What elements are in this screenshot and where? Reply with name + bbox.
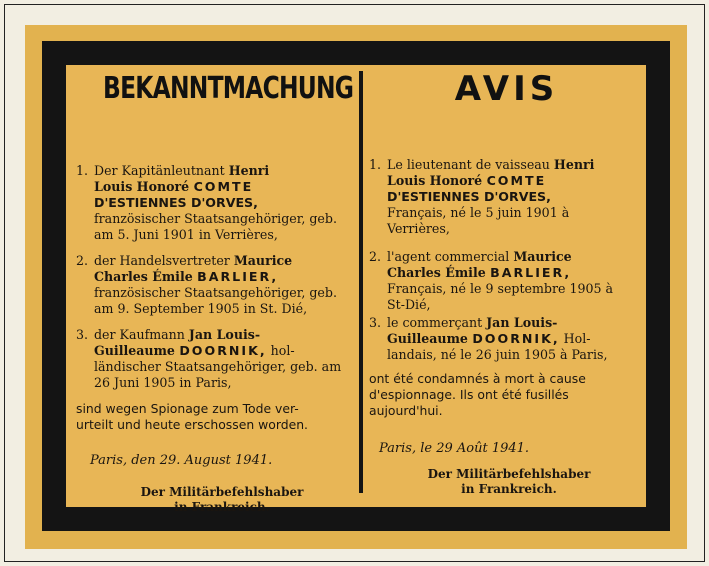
german-date: Paris, den 29. August 1941.	[90, 453, 273, 468]
text-panel: BEKANNTMACHUNG AVIS 1. Der Kapitänleutnant Henri Louis Honoré COMTE D'ESTIENNES D'ORVES, französischer Staatsangehöriger, geb. am 5. Juni 1901 in Verrières, 2. der Handelsvertreter Maurice Charles Émile BARLIER, französischer Staatsangehöriger, geb. am 9. September 1905 in St. Dié, 3. der Kaufmann Jan Louis- Guilleaume DOORNIK, hol- ländischer Staatsangehöriger, geb. am 26 Juni 1905 in Paris, sind wegen Spionage zum Tode ver- urteilt und heute erschossen worden. Paris, den 29. August 1941. Der Militärbefehlshaber in Frankreich. 1. Le lieutenant de vaisseau Henri Louis Honoré COMTE D'ESTIENNES D'ORVES, Français, né le 5 juin 1901 à Verrières, 2. l'agent commercial Maurice Charles Émile BARLIER, Français, né le 9 septembre 1905 à St-Dié, 3. le commerçant Jan Louis- Guilleaume DOORNIK, Hol- landais, né le 26 juin 1905 à Paris, ont été condamnés à mort à cause d'espionnage. Ils ont été fusillés aujourd'hui. Paris, le 29 Août 1941. Der Militärbefehlshaber in Frankreich.	[66, 65, 646, 507]
poster-frame	[4, 4, 705, 562]
poster-paper	[25, 25, 687, 549]
german-signature: Der Militärbefehlshaber in Frankreich.	[140, 485, 304, 514]
french-verdict: ont été condamnés à mort à cause d'espionnage. Ils ont été fusillés aujourd'hui.	[369, 371, 586, 418]
french-date: Paris, le 29 Août 1941.	[379, 441, 530, 456]
french-signature: Der Militärbefehlshaber in Frankreich.	[427, 467, 591, 496]
title-french: AVIS	[454, 69, 559, 109]
column-divider	[359, 71, 363, 493]
title-german: BEKANNTMACHUNG	[103, 71, 354, 106]
german-verdict: sind wegen Spionage zum Tode ver- urteilt und heute erschossen worden.	[76, 401, 308, 432]
black-border	[42, 41, 670, 531]
